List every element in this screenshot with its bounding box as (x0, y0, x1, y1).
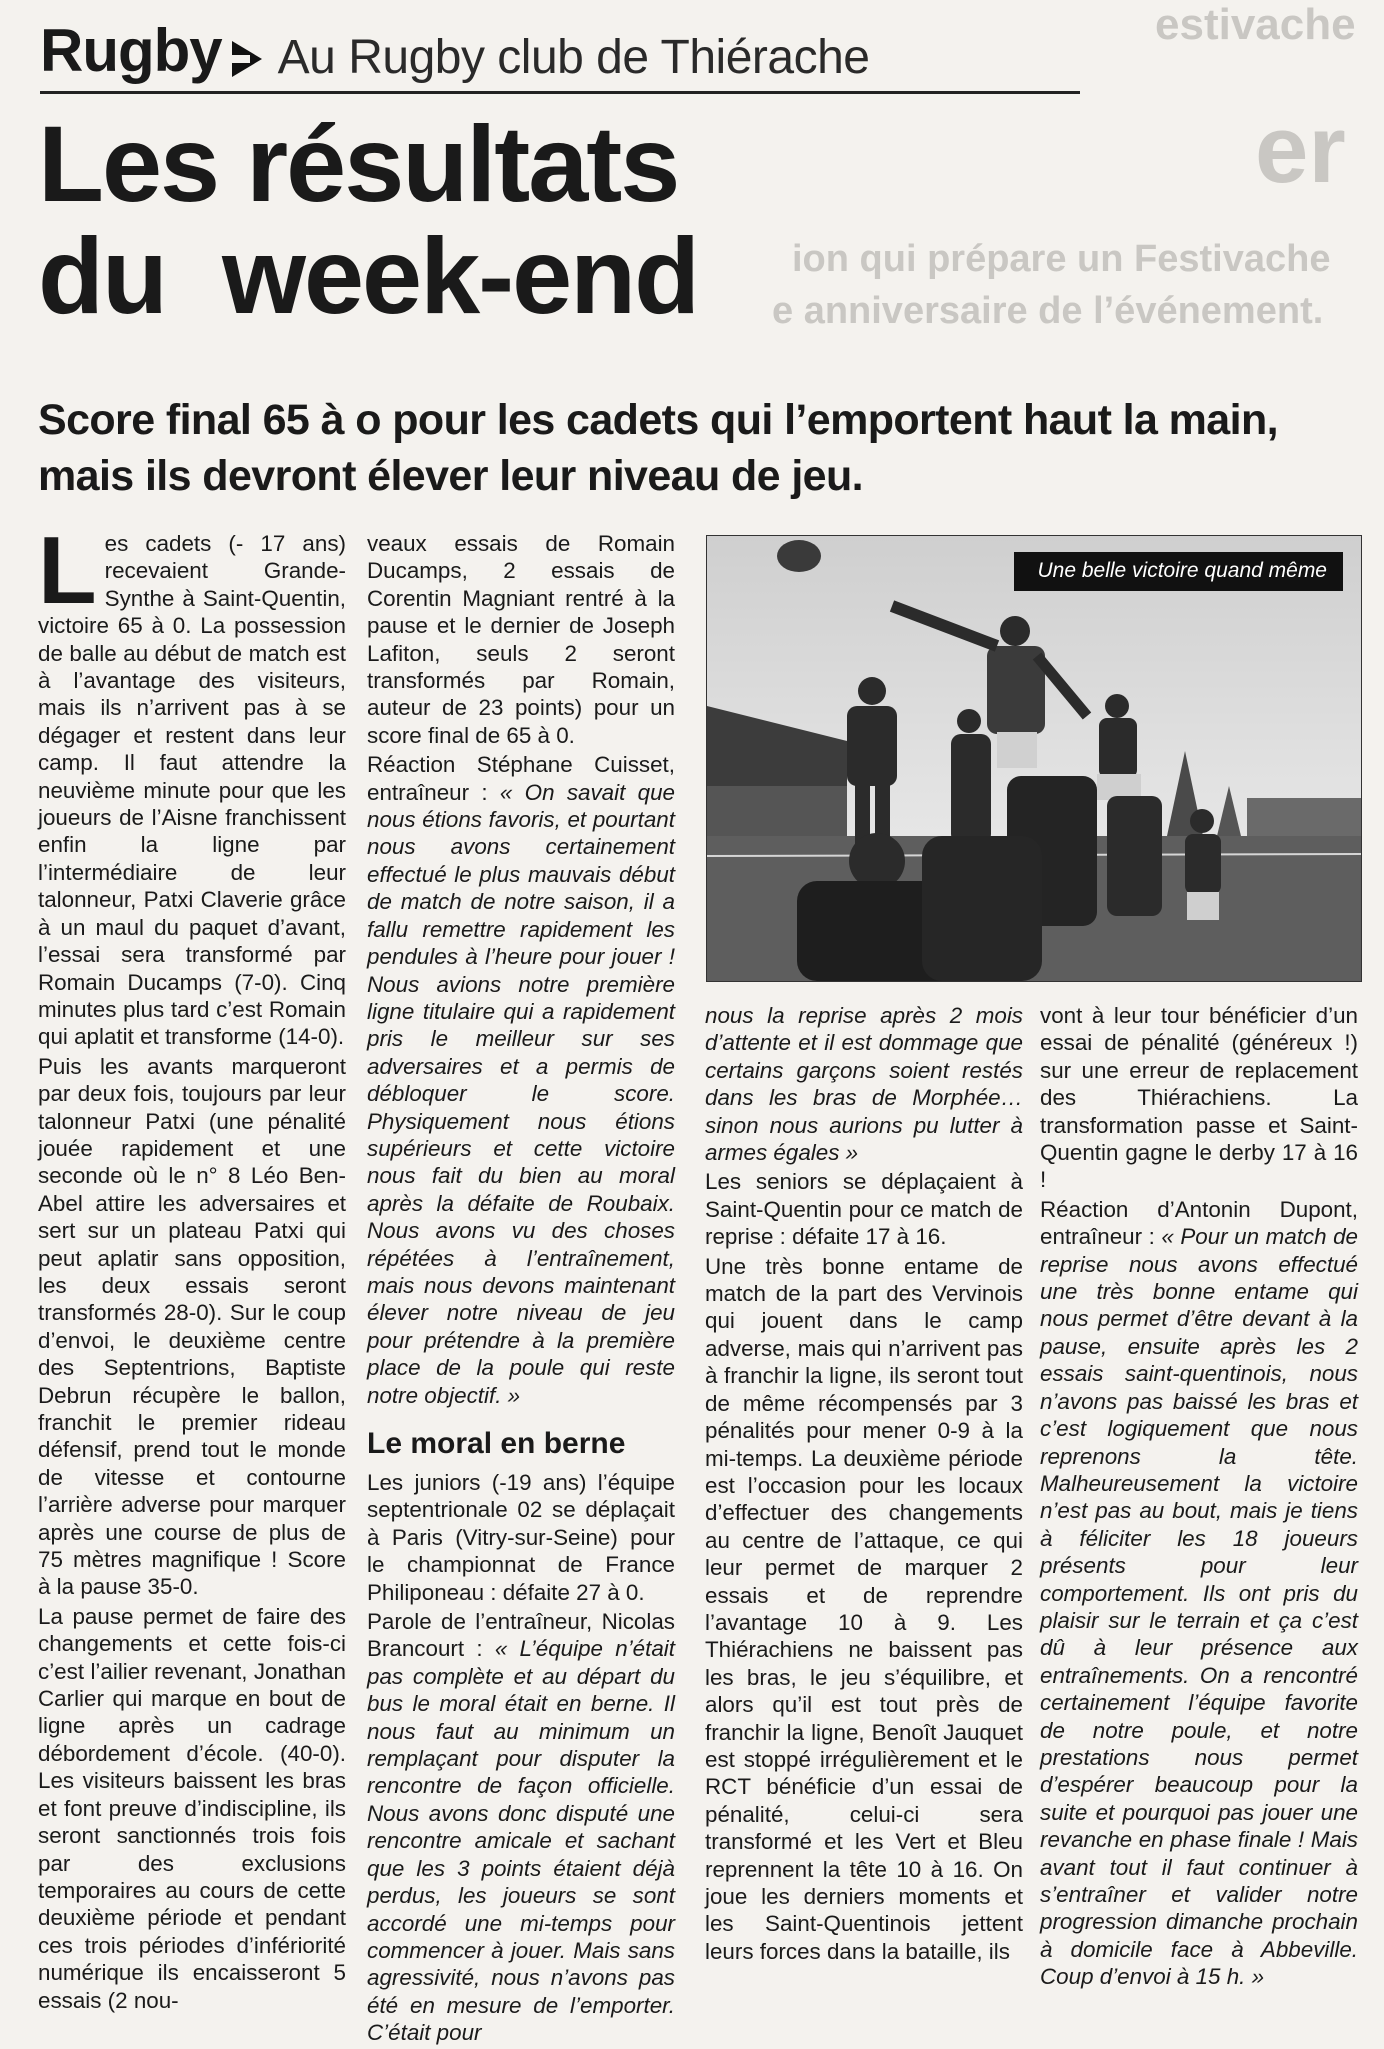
paragraph: vont à leur tour bénéficier d’un essai de pénalité (généreux !) sur une erreur de replacement des Thiérachiens. La transformation passe et Saint-Quentin gagne le derby 17 à 16 ! (1040, 1003, 1358, 1193)
subheading: Le moral en berne (367, 1427, 626, 1460)
reaction-label: Réaction Stéphane Cuisset, entraîneur : (367, 752, 675, 805)
bleed-text: ion qui prépare un Festivache (792, 238, 1331, 280)
drop-cap: L (38, 517, 97, 624)
paragraph (367, 1608, 675, 2047)
headline-line: Les résultats (38, 103, 679, 224)
paragraph (367, 751, 675, 1409)
paragraph: Puis les avants marqueront par deux fois, toujours par leur talonneur Patxi (une pénalité jouée rapidement et une seconde où le n° 8 Léo Ben-Abel attire les adversaires et sert sur un plateau Patxi qui peut aplatir sans opposition, les deux essais seront transformés 28-0). Sur le coup d’envoi, le deuxième centre des Septentrions, Baptiste Debrun récupère le ballon, franchit le premier rideau défensif, prend tout le monde de vitesse et contourne l’arrière adverse pour marquer après une course de plus de 75 mètres magnifique ! Score à la pause 35-0. (38, 1053, 346, 1600)
section-header (40, 17, 1080, 94)
paragraph: Les juniors (-19 ans) l’équipe septentrionale 02 se déplaçait à Paris (Vitry-sur-Seine) pour le championnat de France Philiponeau : défaite 27 à 0. (367, 1470, 675, 1605)
paragraph: La pause permet de faire des changements et cette fois-ci c’est l’ailier revenant, Jonathan Carlier qui marque en bout de ligne après un cadrage débordement d’école. (40-0). Les visiteurs baissent les bras et font preuve d’indiscipline, ils seront sanctionnés trois fois par des exclusions temporaires au cours de cette deuxième période et pendant ces trois périodes d’infériorité numérique ils encaisseront 5 essais (2 nou- (38, 1603, 346, 2013)
section-rubric: Rugby (40, 17, 222, 84)
article-column-4 (1040, 1002, 1358, 1993)
paragraph-text: es cadets (- 17 ans) recevaient Grande-Synthe à Saint-Quentin, victoire 65 à 0. La possession de balle au début de match est à l’avantage des visiteurs, mais ils n’arrivent pas à se dégager et restent dans leur camp. Il faut attendre la neuvième minute pour que les joueurs de l’Aisne franchissent enfin la ligne par l’intermédiaire de leur talonneur, Patxi Claverie grâce à un maul du paquet d’avant, l’essai sera transformé par Romain Ducamps (7-0). Cinq minutes plus tard c’est Romain qui aplatit et transforme (14-0). (38, 531, 346, 1050)
article-column-3 (705, 1002, 1023, 1967)
bleed-text: e anniversaire de l’événement. (772, 290, 1324, 332)
paragraph: Les seniors se déplaçaient à Saint-Quentin pour ce match de reprise : défaite 17 à 16. (705, 1169, 1023, 1250)
coach-quote: nous la reprise après 2 mois d’attente et il est dommage que certains garçons soient restés dans les bras de Morphée… sinon nous aurions pu lutter à armes égales » (705, 1003, 1023, 1166)
coach-quote: « Pour un match de reprise nous avons effectué une très bonne entame qui nous permet d’être devant à la pause, ensuite après les 2 essais saint-quentinois, nous n’avons pas baissé les bras et c’est logiquement que nous reprenons la tête. Malheureusement la victoire n’est pas au bout, mais je tiens à féliciter les 18 joueurs présents pour leur comportement. Ils ont pris du plaisir sur le terrain et ça c’est dû à leur présence aux entraînements. On a rencontré certainement l’équipe favorite de notre poule, et notre prestations nous permet d’espérer beaucoup pour la suite et pourquoi pas jouer une revanche en phase finale ! Mais avant tout il faut continuer à s’entraîner et valider notre progression dimanche prochain à domicile face à Abbeville. Coup d’envoi à 15 h. » (1040, 1224, 1359, 1990)
bleed-text: estivache (1155, 0, 1356, 49)
paragraph: Une très bonne entame de match de la part des Vervinois qui jouent dans le camp adverse, mais qui n’arrivent pas à franchir la ligne, ils seront tout de même récompensés par 3 pénalités pour mener 0-9 à la mi-temps. La deuxième période est l’occasion pour les locaux d’effectuer des changements au centre de l’attaque, ce qui leur permet de marquer 2 essais et de reprendre l’avantage 10 à 9. Les Thiérachiens ne baissent pas les bras, le jeu s’équilibre, et alors qu’il est tout près de franchir la ligne, Benoît Jauquet est stoppé irrégulièrement et le RCT bénéficie d’un essai de pénalité, celui-ci sera transformé et les Vert et Bleu reprennent la tête 10 à 16. On joue les derniers moments et les Saint-Quentinois jettent leurs forces dans la bataille, ils (705, 1253, 1023, 1964)
reaction-label: Parole de l’entraîneur, Nicolas Brancourt : (367, 1609, 675, 1662)
standfirst-line: mais ils devront élever leur niveau de jeu. (38, 452, 864, 500)
coach-quote: « L’équipe n’était pas complète et au départ du bus le moral était en berne. Il nous faut au minimum un remplaçant pour disputer la rencontre de façon officielle. Nous avons donc disputé une rencontre amicale et sachant que les 3 points étaient déjà perdus, les joueurs se sont accordé une mi-temps pour commencer à jouer. Mais sans agressivité, nous n’avons pas été en mesure de l’emporter. C’était pour (367, 1636, 675, 2046)
arrow-right-icon (232, 41, 262, 77)
article-column-1 (38, 517, 346, 2016)
paragraph (1040, 1196, 1358, 1991)
paragraph: veaux essais de Romain Ducamps, 2 essais de Corentin Magniant rentré à la pause et le dernier de Joseph Lafiton, seuls 2 seront transformés par Romain, auteur de 23 points) pour un score final de 65 à 0. (367, 531, 675, 748)
article-column-2 (367, 530, 675, 2049)
photo-caption: Une belle victoire quand même (1014, 552, 1344, 591)
standfirst-line: Score final 65 à o pour les cadets qui l’emportent haut la main, (38, 396, 1278, 444)
bleed-text: er (1255, 96, 1346, 203)
headline (38, 103, 798, 336)
section-kicker: Au Rugby club de Thiérache (277, 31, 870, 84)
standfirst (38, 392, 1318, 504)
paragraph (38, 517, 346, 1051)
reaction-label: Réaction d’Antonin Dupont, entraîneur : (1040, 1196, 1358, 1250)
photo-illustration (707, 536, 1361, 981)
rugby-lineout-photo (706, 535, 1362, 982)
coach-quote: « On savait que nous étions favoris, et pourtant nous avons certainement effectué le plus mauvais début de match de notre saison, il a fallu remettre rapidement les pendules à l’heure pour jouer ! Nous avions notre première ligne titulaire qui a rapidement pris le meilleur sur ses adversaires et a permis de débloquer le score. Physiquement nous étions supérieurs et cette victoire nous fait du bien au moral après la défaite de Roubaix. Nous avons vu des choses répétées à l’entraînement, mais nous devons maintenant élever notre niveau de jeu pour prétendre à la première place de la poule qui reste notre objectif. » (367, 779, 675, 1408)
headline-line: du week-end (38, 215, 699, 336)
